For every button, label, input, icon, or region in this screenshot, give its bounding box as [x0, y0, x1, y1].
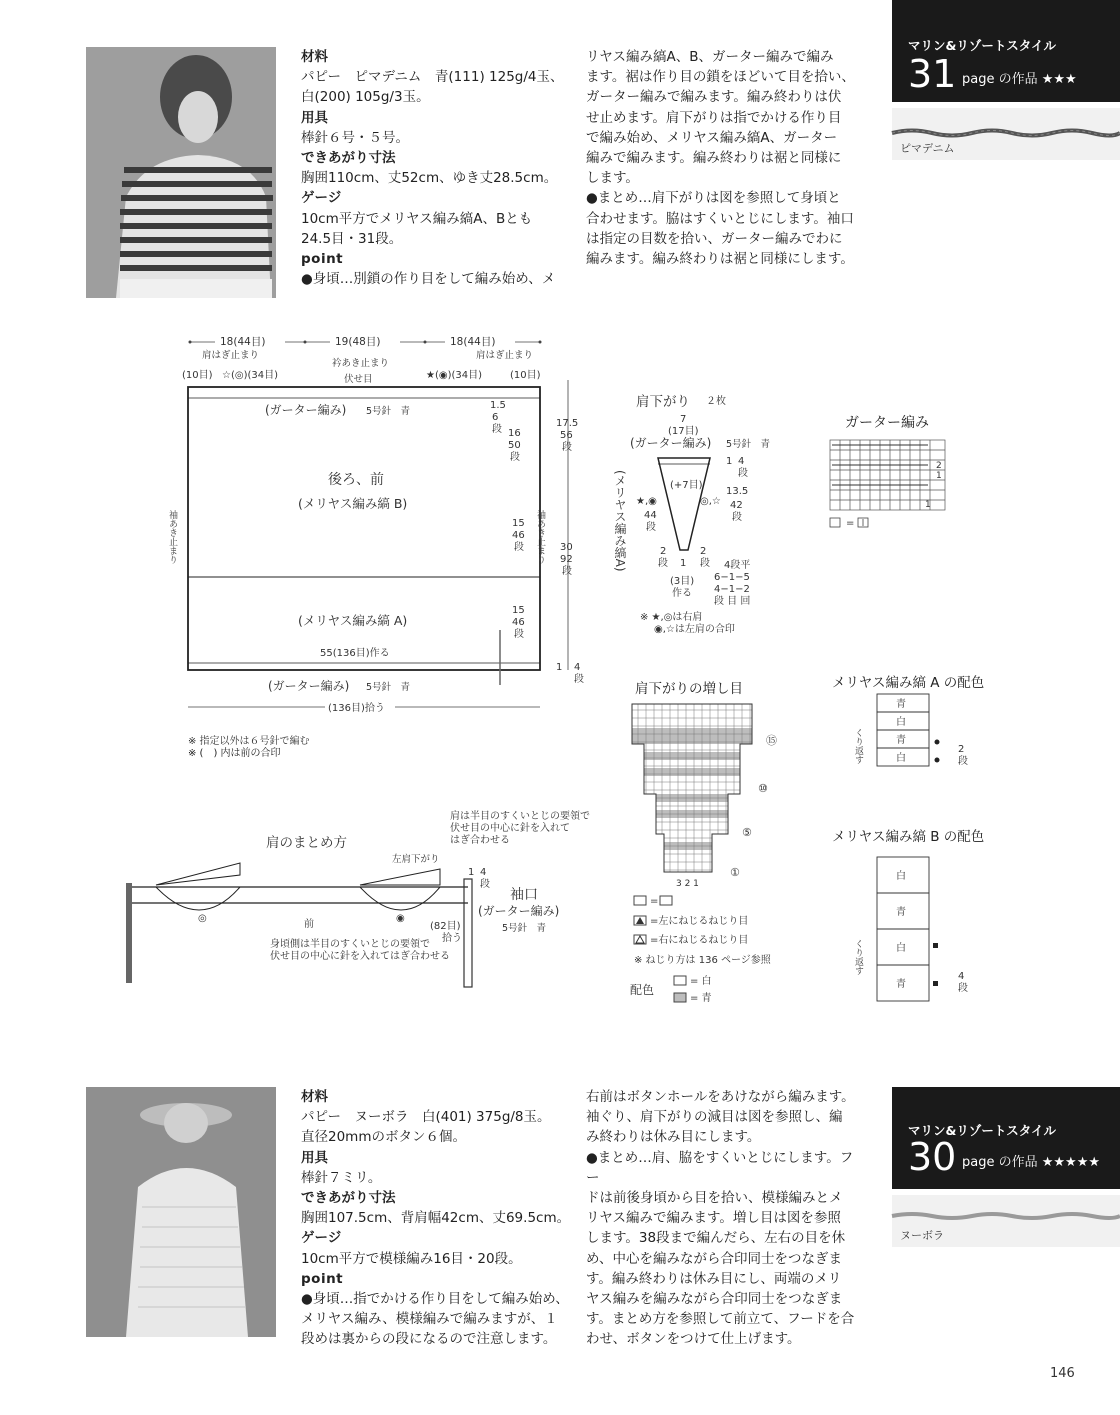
increase-mark-10: ⑩ — [758, 782, 768, 795]
assembly-front: 前 — [304, 919, 314, 930]
armhole-stop-right: 袖あき止まり — [535, 510, 545, 564]
shoulder-needle: 5号針 青 — [726, 439, 771, 450]
stripe-b-row-2: 白 — [896, 943, 906, 954]
text-line: ます。裾は作り目の鎖をほどいて目を拾い、 — [586, 69, 855, 86]
stripe-b-count2: 段 — [958, 983, 968, 994]
rows-2-unit: 段 — [510, 452, 520, 463]
text-line: 合わせます。脇はすくいとじにします。袖口 — [586, 210, 854, 227]
stripe-a-count2: 段 — [958, 756, 968, 767]
increase-mark-1: ① — [730, 866, 740, 879]
yarn-swatch-31 — [892, 108, 1120, 160]
text-line: ゲージ — [301, 190, 342, 207]
text-line: ガーター編みで編みます。編み終わりは伏 — [586, 89, 842, 106]
text-line: す。まとめ方を参照して前立て、フードを合 — [586, 1311, 855, 1328]
text-line: point — [301, 1270, 344, 1287]
shoulder-incr-3: 段 目 回 — [714, 596, 751, 607]
stripe-b-row-1: 青 — [896, 907, 906, 918]
text-line: します。 — [586, 170, 639, 187]
assembly-cuff2: (ガーター編み) — [478, 904, 560, 918]
assembly-title: 肩のまとめ方 — [266, 835, 347, 851]
stripe-a-table — [850, 692, 990, 782]
garter-col1: 1 — [925, 500, 931, 510]
stripe-a-count: 2 — [958, 744, 965, 755]
stripe-b-repeat: くり返す — [853, 939, 863, 975]
rows-4-unit: 段 — [514, 629, 524, 640]
rows-1-unit: 段 — [492, 424, 502, 435]
badge-category-30: マリン&リゾートスタイル — [908, 1123, 1057, 1138]
stripe-a-row-2: 青 — [896, 735, 906, 746]
increase-legend2: =左にねじるねじり目 — [650, 916, 749, 927]
total-bot-count: 4 — [574, 662, 581, 673]
total-top-unit: 段 — [562, 442, 572, 453]
stripe-a-row-3: 白 — [896, 753, 906, 764]
text-line: ●身頃…指でかける作り目をして編み始め、 — [301, 1291, 569, 1308]
text-line: 棒針６号・５号。 — [301, 129, 409, 146]
text-line: で編み始め、メリヤス編み縞A、ガーター — [586, 129, 838, 146]
text-line: 用具 — [301, 109, 328, 126]
neck-stop: 衿あき止まり — [332, 358, 390, 369]
assembly-diagram — [120, 805, 600, 1015]
dim-top-center: 19(48目) — [335, 336, 381, 348]
top-garter-needle: 5号針 青 — [366, 406, 411, 417]
top-garter-label: (ガーター編み) — [265, 403, 347, 417]
yarn-swatch-30 — [892, 1195, 1120, 1247]
badge-number: 31 — [908, 52, 957, 96]
yarn-label: ピマデニム — [900, 142, 955, 155]
total-bot-unit: 段 — [574, 674, 584, 685]
total-top-count: 56 — [560, 430, 573, 441]
text-line: できあがり寸法 — [301, 150, 396, 167]
stripe-a-repeat: くり返す — [853, 728, 863, 764]
text-line: ヤス編みを編みながら合印同士をつなぎま — [586, 1291, 843, 1308]
text-line: せ止めます。肩下がりは指でかける作り目 — [586, 109, 842, 126]
increase-cols: 3 2 1 — [676, 879, 699, 889]
rows-3-unit: 段 — [514, 542, 524, 553]
text-line: 右前はボタンホールをあけながら編みます。 — [586, 1089, 855, 1105]
shoulder-plus: (+7目) — [670, 480, 703, 491]
stripe-a-row-1: 白 — [896, 717, 906, 728]
assembly-left-shoulder: 左肩下がり — [392, 854, 440, 865]
stripe-a-title: メリヤス編み縞 A の配色 — [832, 675, 985, 691]
text-line: point — [301, 251, 344, 268]
shoulder-diagram — [614, 390, 804, 640]
text-line: 材料 — [301, 1089, 328, 1105]
shoulder-r-top2: 4 — [738, 456, 745, 467]
shoulder-left-rows: 44 — [644, 510, 657, 521]
stripe-b-label: (メリヤス編み縞 B) — [298, 496, 408, 511]
materials-column-31 — [301, 47, 571, 289]
shoulder-r-top3: 段 — [738, 468, 748, 479]
model-photo-striped-top — [86, 47, 276, 298]
shoulder-r-mid2: 42 — [730, 500, 743, 511]
total-mid-unit: 段 — [562, 566, 572, 577]
shoulder-incr-1: 6−1−5 — [714, 572, 750, 583]
text-line: パピー ヌーボラ 白(401) 375g/8玉。 — [301, 1109, 551, 1126]
assembly-note-top-0: 肩は半目のすくいとじの要領で — [450, 811, 590, 822]
color-label: 配色 — [630, 983, 655, 997]
shoulder-r-mid: 13.5 — [726, 486, 749, 497]
assembly-note-bottom-1: 伏せ目の中心に針を入れてはぎ合わせる — [270, 951, 450, 962]
assembly-rows2: 4 — [480, 867, 487, 878]
dim-top-left: 18(44目) — [220, 336, 266, 348]
shoulder-incr-2: 4−1−2 — [714, 584, 750, 595]
note-2: ※ ( ) 内は前の合印 — [188, 748, 281, 759]
total-bot: 1 — [556, 662, 563, 673]
assembly-rows3: 段 — [480, 879, 490, 890]
armhole-stop-left: 袖あき止まり — [167, 510, 177, 564]
stripe-b-row-0: 白 — [896, 871, 906, 882]
shoulder-marks-right: ◎,☆ — [700, 496, 721, 507]
rows-2-count: 50 — [508, 440, 521, 451]
rows-3: 15 — [512, 518, 525, 529]
text-line: パピー ピマデニム 青(111) 125g/4玉、 — [301, 69, 564, 86]
page-number: 146 — [1050, 1366, 1075, 1381]
increase-legend4: ※ ねじり方は 136 ページ参照 — [634, 955, 771, 966]
color-blue: = 青 — [690, 993, 712, 1004]
shoulder-count: ２枚 — [706, 396, 726, 407]
text-line: 10cm平方でメリヤス編み縞A、Bとも — [301, 210, 533, 227]
text-line: め、中心を編みながら合印同士をつなぎま — [586, 1250, 842, 1267]
stripe-b-table — [850, 855, 990, 1005]
shoulder-title: 肩下がり — [636, 394, 690, 410]
cast-on-label: 55(136目)作る — [320, 648, 390, 659]
text-line: 胸囲107.5cm、背肩幅42cm、丈69.5cm。 — [301, 1210, 571, 1227]
total-mid-count: 92 — [560, 554, 573, 565]
shoulder-cast2: 作る — [672, 588, 692, 599]
stripe-a-label: (メリヤス編み縞 A) — [298, 613, 408, 628]
increase-mark-5: ⑤ — [742, 826, 752, 839]
assembly-cuff: 袖口 — [510, 887, 538, 903]
shoulder-stop-left: 肩はぎ止まり — [202, 350, 260, 361]
shoulder-garter: (ガーター編み) — [630, 436, 712, 450]
garter-chart-grid — [830, 440, 960, 535]
text-line: わせ、ボタンをつけて仕上げます。 — [586, 1331, 801, 1348]
shoulder-center: 1 — [680, 558, 687, 569]
rows-1: 1.5 — [490, 400, 506, 411]
text-line: す。編み終わりは休み目にし、両端のメリ — [586, 1270, 842, 1287]
increase-chart-grid — [630, 702, 780, 1012]
shoulder-stop-right: 肩はぎ止まり — [476, 350, 534, 361]
text-line: できあがり寸法 — [301, 1190, 396, 1207]
shoulder-incr-0: 4段平 — [724, 560, 751, 571]
increase-legend1: = — [650, 896, 659, 907]
garter-legend: = — [846, 518, 855, 529]
text-line: 段めは裏からの段になるので注意します。 — [301, 1331, 557, 1348]
stripe-b-count: 4 — [958, 971, 965, 982]
text-line: 袖ぐり、肩下がりの減目は図を参照し、編 — [586, 1109, 843, 1126]
text-line: ●まとめ…肩、脇をすくいとじにします。フー — [586, 1149, 854, 1186]
left-top-count: (10目) — [182, 370, 213, 381]
garter-row1: 1 — [936, 471, 942, 481]
text-line: み終わりは休み目にします。 — [586, 1129, 761, 1146]
rows-3-count: 46 — [512, 530, 525, 541]
pick-up-label: (136目)拾う — [328, 703, 385, 714]
text-line: ●身頃…別鎖の作り目をして編み始め、メ — [301, 271, 556, 288]
bottom-garter-label: (ガーター編み) — [268, 679, 350, 693]
garter-chart-title: ガーター編み — [845, 415, 929, 431]
pattern-badge-31 — [892, 0, 1120, 102]
increase-legend3: =右にねじるねじり目 — [650, 935, 749, 946]
assembly-pick2: 拾う — [442, 933, 462, 944]
text-line: 編みで編みます。編み終わりは裾と同様に — [586, 150, 842, 167]
right-mark: ★(◉)(34目) — [426, 370, 483, 381]
shoulder-r-top: 1 — [726, 456, 733, 467]
increase-mark-15: ⑮ — [766, 734, 777, 747]
text-line: 棒針７ミリ。 — [301, 1169, 382, 1186]
increase-chart-title: 肩下がりの増し目 — [635, 681, 743, 697]
rows-1-count: 6 — [492, 412, 499, 423]
stripe-b-row-3: 青 — [896, 979, 906, 990]
text-line: ゲージ — [301, 1230, 342, 1247]
text-line: 白(200) 105g/3玉。 — [301, 89, 430, 106]
shoulder-bl: 2 — [660, 546, 667, 557]
note-1: ※ 指定以外は６号針で編む — [188, 736, 310, 747]
assembly-note-top-1: 伏せ目の中心に針を入れて — [450, 823, 570, 834]
text-line: ●まとめ…肩下がりは図を参照して身頃と — [586, 190, 841, 207]
stripe-a-row-0: 青 — [896, 699, 906, 710]
rows-2: 16 — [508, 428, 521, 439]
body-title: 後ろ、前 — [328, 472, 384, 488]
badge-number-30: 30 — [908, 1135, 957, 1179]
mark-right: ◉ — [396, 913, 405, 924]
body-diagram — [150, 330, 600, 747]
right-top-count: (10目) — [510, 370, 541, 381]
yarn-label-30: ヌーボラ — [900, 1229, 944, 1242]
assembly-pick: (82目) — [430, 921, 461, 932]
badge-page-text-30: page の作品 ★★★★★ — [962, 1155, 1101, 1170]
shoulder-bl2: 段 — [658, 558, 668, 569]
shoulder-left-rows-unit: 段 — [646, 522, 656, 533]
shoulder-top-dim: 7 — [680, 414, 687, 425]
text-line: 10cm平方で模様編み16目・20段。 — [301, 1250, 522, 1267]
text-line: 材料 — [301, 49, 328, 65]
mark-left: ◎ — [198, 913, 207, 924]
dim-top-right: 18(44目) — [450, 336, 496, 348]
assembly-cuff-needle: 5号針 青 — [502, 923, 547, 934]
instructions-column-30 — [586, 1087, 856, 1350]
text-line: します。38段まで編んだら、左右の目を休 — [586, 1230, 846, 1247]
text-line: 胸囲110cm、丈52cm、ゆき丈28.5cm。 — [301, 170, 558, 187]
shoulder-br: 2 — [700, 546, 707, 557]
shoulder-stripe: (メリヤス編み縞A) — [613, 470, 627, 572]
shoulder-note1: ※ ★,◎は右肩 — [640, 612, 703, 623]
shoulder-br2: 段 — [700, 558, 710, 569]
text-line: 直径20mmのボタン６個。 — [301, 1129, 466, 1146]
text-line: リヤス編みで編みます。増し目は図を参照 — [586, 1210, 841, 1227]
bind-off: 伏せ目 — [344, 374, 373, 385]
left-mark: ☆(◎)(34目) — [222, 370, 279, 381]
color-white: = 白 — [690, 976, 712, 987]
assembly-note-bottom-0: 身頃側は半目のすくいとじの要領で — [270, 939, 430, 950]
shoulder-note2: ◉,☆は左肩の合印 — [654, 624, 735, 635]
badge-page-text: page の作品 ★★★ — [962, 72, 1077, 87]
model-photo-hooded-vest — [86, 1087, 276, 1337]
garter-row2: 2 — [936, 461, 942, 471]
total-mid: 30 — [560, 542, 573, 553]
shoulder-marks-left: ★,◉ — [636, 496, 657, 507]
shoulder-top-dim2: (17目) — [668, 426, 699, 437]
instructions-column-31 — [586, 47, 856, 269]
assembly-note-top-2: はぎ合わせる — [450, 835, 510, 846]
rows-4: 15 — [512, 605, 525, 616]
text-line: メリヤス編み、模様編みで編みますが、１ — [301, 1311, 558, 1328]
shoulder-r-mid3: 段 — [732, 512, 742, 523]
rows-4-count: 46 — [512, 617, 525, 628]
text-line: 用具 — [301, 1149, 328, 1166]
text-line: リヤス編み縞A、B、ガーター編みで編み — [586, 49, 834, 65]
photo-illustration-2 — [86, 1087, 276, 1337]
text-line: 編みます。編み終わりは裾と同様にします。 — [586, 251, 854, 268]
badge-category: マリン&リゾートスタイル — [908, 38, 1057, 53]
pattern-badge-30 — [892, 1087, 1120, 1189]
stripe-b-title: メリヤス編み縞 B の配色 — [832, 829, 985, 845]
materials-column-30 — [301, 1087, 571, 1350]
assembly-rows: 1 — [468, 867, 475, 878]
text-line: ドは前後身頃から目を拾い、模様編みとメ — [586, 1190, 843, 1207]
total-top: 17.5 — [556, 418, 579, 429]
bottom-garter-needle: 5号針 青 — [366, 682, 411, 693]
photo-illustration — [86, 47, 276, 298]
text-line: は指定の目数を拾い、ガーター編みでわに — [586, 230, 843, 247]
shoulder-cast: (3目) — [670, 576, 695, 587]
text-line: 24.5目・31段。 — [301, 230, 403, 247]
